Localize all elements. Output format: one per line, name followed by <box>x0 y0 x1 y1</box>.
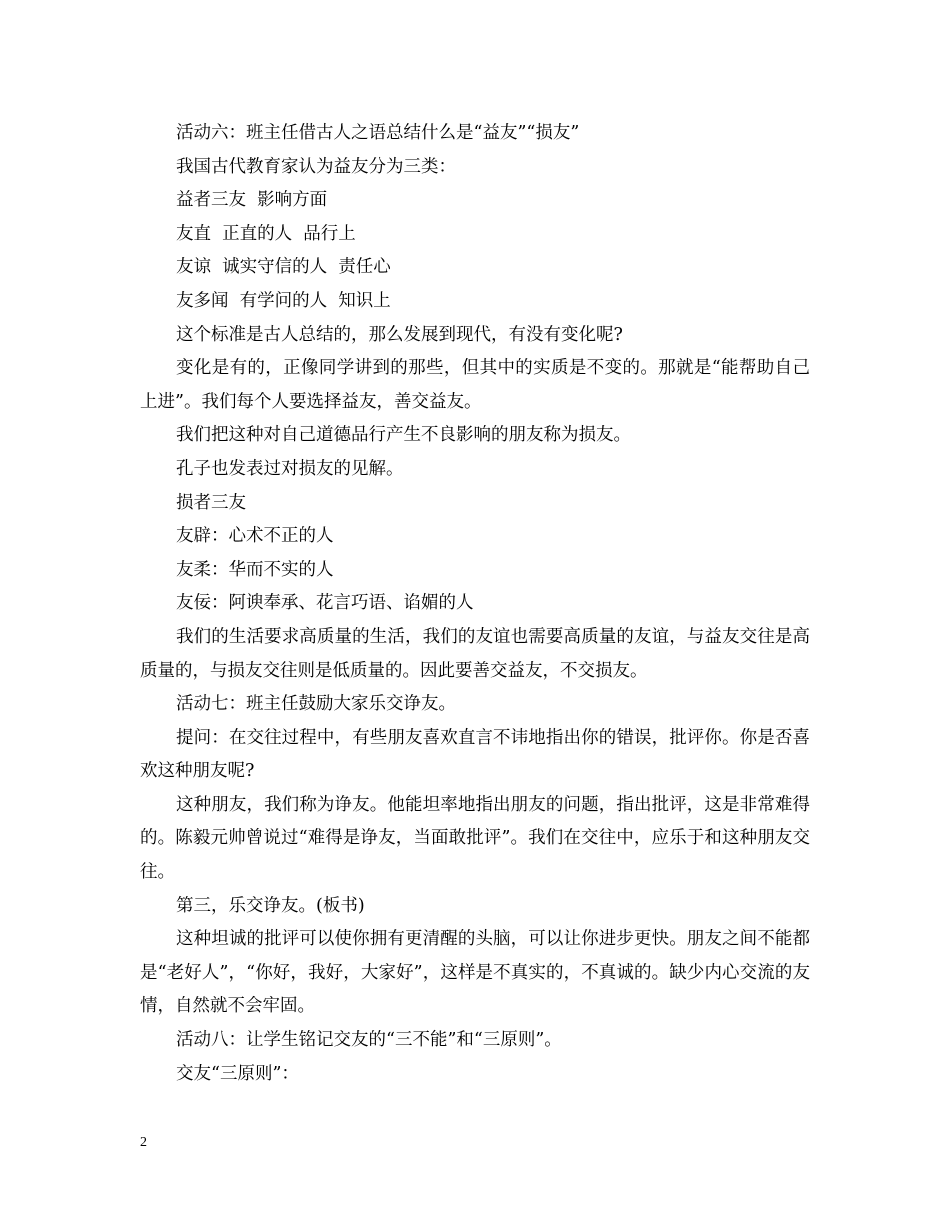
paragraph: 友直 正直的人 品行上 <box>176 223 356 244</box>
paragraph: 孔子也发表过对损友的见解。 <box>176 458 404 479</box>
paragraph: 这种朋友，我们称为诤友。他能坦率地指出朋友的问题，指出批评，这是非常难得的。陈毅元帅曾说过“难得是诤友，当面敢批评”。我们在交往中，应乐于和这种朋友交往。 <box>140 794 810 883</box>
page-number: 2 <box>140 1135 147 1150</box>
paragraph: 我们把这种对自己道德品行产生不良影响的朋友称为损友。 <box>176 425 631 446</box>
paragraph: 我国古代教育家认为益友分为三类： <box>176 156 456 177</box>
paragraph: 友谅 诚实守信的人 责任心 <box>176 257 391 278</box>
paragraph: 活动八：让学生铭记交友的“三不能”和“三原则”。 <box>176 1030 562 1051</box>
paragraph: 益者三友 影响方面 <box>176 190 328 211</box>
paragraph: 第三，乐交诤友。(板书) <box>176 895 365 916</box>
body-text <box>140 117 810 1091</box>
paragraph: 活动七：班主任鼓励大家乐交诤友。 <box>176 694 456 715</box>
paragraph: 损者三友 <box>176 492 246 513</box>
paragraph: 提问：在交往过程中，有些朋友喜欢直言不讳地指出你的错误，批评你。你是否喜欢这种朋友呢? <box>140 727 810 782</box>
paragraph: 我们的生活要求高质量的生活，我们的友谊也需要高质量的友谊，与益友交往是高质量的，与损友交往则是低质量的。因此要善交益友，不交损友。 <box>140 626 810 681</box>
paragraph: 友多闻 有学问的人 知识上 <box>176 290 391 311</box>
paragraph: 这个标准是古人总结的，那么发展到现代，有没有变化呢? <box>176 324 623 345</box>
paragraph: 活动六：班主任借古人之语总结什么是“益友”“损友” <box>176 123 580 143</box>
paragraph: 交友“三原则”： <box>176 1063 299 1084</box>
paragraph: 友佞：阿谀奉承、花言巧语、谄媚的人 <box>176 593 474 614</box>
paragraph: 这种坦诚的批评可以使你拥有更清醒的头脑，可以让你进步更快。朋友之间不能都是“老好人”，“你好，我好，大家好”，这样是不真实的，不真诚的。缺少内心交流的友情，自然就不会牢固。 <box>140 929 810 1017</box>
paragraph: 友辟：心术不正的人 <box>176 526 334 547</box>
paragraph: 友柔：华而不实的人 <box>176 559 334 580</box>
paragraph: 变化是有的，正像同学讲到的那些，但其中的实质是不变的。那就是“能帮助自己上进”。我们每个人要选择益友，善交益友。 <box>140 358 810 412</box>
